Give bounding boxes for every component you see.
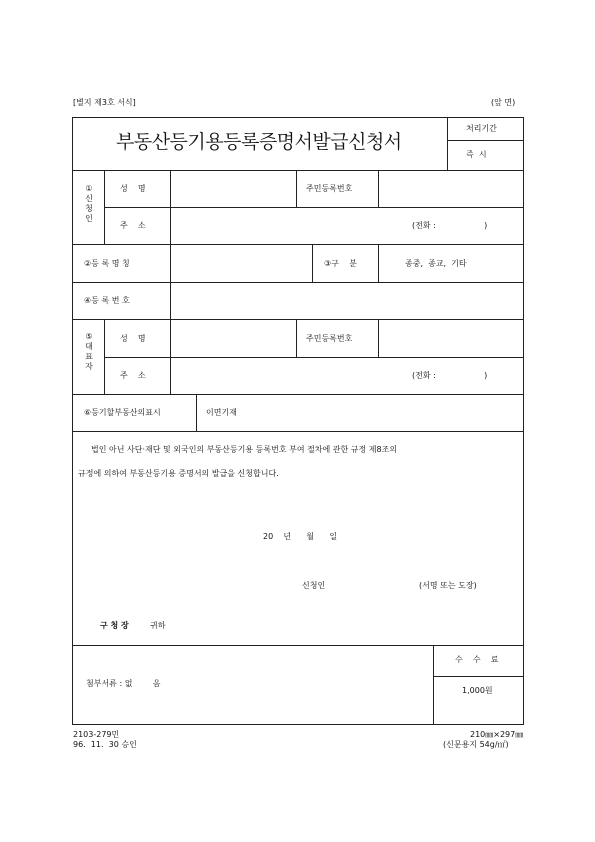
applicant-name-label: 성 명 — [120, 184, 146, 193]
applicant-name-field[interactable] — [172, 172, 294, 206]
registration-number-field[interactable] — [172, 284, 521, 318]
fee-label: 수 수 료 — [455, 655, 499, 664]
application-statement-line2: 규정에 의하여 부동산등기용 증명서의 발급을 신청합니다. — [78, 469, 279, 478]
addressee-name: 구 청 장 — [100, 621, 129, 630]
signature-or-seal: (서명 또는 도장) — [419, 581, 477, 590]
applicant-address-label: 주 소 — [120, 221, 146, 230]
applicant-phone: (전화 : ) — [412, 221, 488, 230]
form-title: 부동산등기용등록증명서발급신청서 — [116, 131, 402, 153]
form-code: 2103-279민 — [73, 730, 120, 739]
registration-name-label: ②등 록 명 칭 — [84, 259, 130, 268]
type-options: 종중, 종교, 기타 — [405, 259, 467, 268]
applicant-signature-label: 신청인 — [302, 581, 326, 590]
property-description-label: ⑥등기할부동산의표시 — [84, 408, 161, 417]
page-side-label: (앞 면) — [491, 98, 516, 107]
representative-name-field[interactable] — [172, 321, 294, 355]
representative-phone: (전화 : ) — [412, 371, 488, 380]
applicant-section-label: ① 신 청 인 — [85, 184, 93, 223]
representative-name-label: 성 명 — [120, 334, 146, 343]
registration-number-label: ④등 록 번 호 — [84, 296, 130, 305]
paper-size: 210㎜×297㎜ — [470, 730, 524, 739]
applicant-address-field[interactable] — [172, 209, 402, 243]
application-statement-line1: 법인 아닌 사단·재단 및 외국인의 부동산등기용 등록번호 부여 절차에 관한 규정 제8조의 — [91, 445, 398, 454]
applicant-reg-number-label: 주민등록번호 — [306, 184, 353, 193]
addressee-suffix: 귀하 — [150, 621, 166, 630]
application-date: 20 년 월 일 — [263, 532, 338, 541]
type-label: ③구 분 — [324, 259, 357, 268]
attachments-label: 첨부서류 : 없 음 — [86, 679, 161, 688]
approval-date: 96. 11. 30 승인 — [73, 740, 137, 749]
representative-section-label: ⑤ 대 표 자 — [85, 332, 93, 371]
processing-period-value: 즉 시 — [466, 150, 487, 159]
processing-period-label: 처리기간 — [466, 124, 497, 133]
form-number: [별지 제3호 서식] — [73, 98, 136, 107]
applicant-reg-number-field[interactable] — [380, 172, 521, 206]
fee-value: 1,000원 — [462, 686, 493, 695]
representative-address-field[interactable] — [172, 359, 402, 393]
representative-reg-number-field[interactable] — [380, 321, 521, 355]
property-description-value: 이면기재 — [206, 408, 237, 417]
representative-address-label: 주 소 — [120, 371, 146, 380]
paper-type: (신문용지 54g/㎡) — [443, 740, 509, 749]
representative-reg-number-label: 주민등록번호 — [306, 334, 353, 343]
registration-name-field[interactable] — [172, 246, 310, 280]
